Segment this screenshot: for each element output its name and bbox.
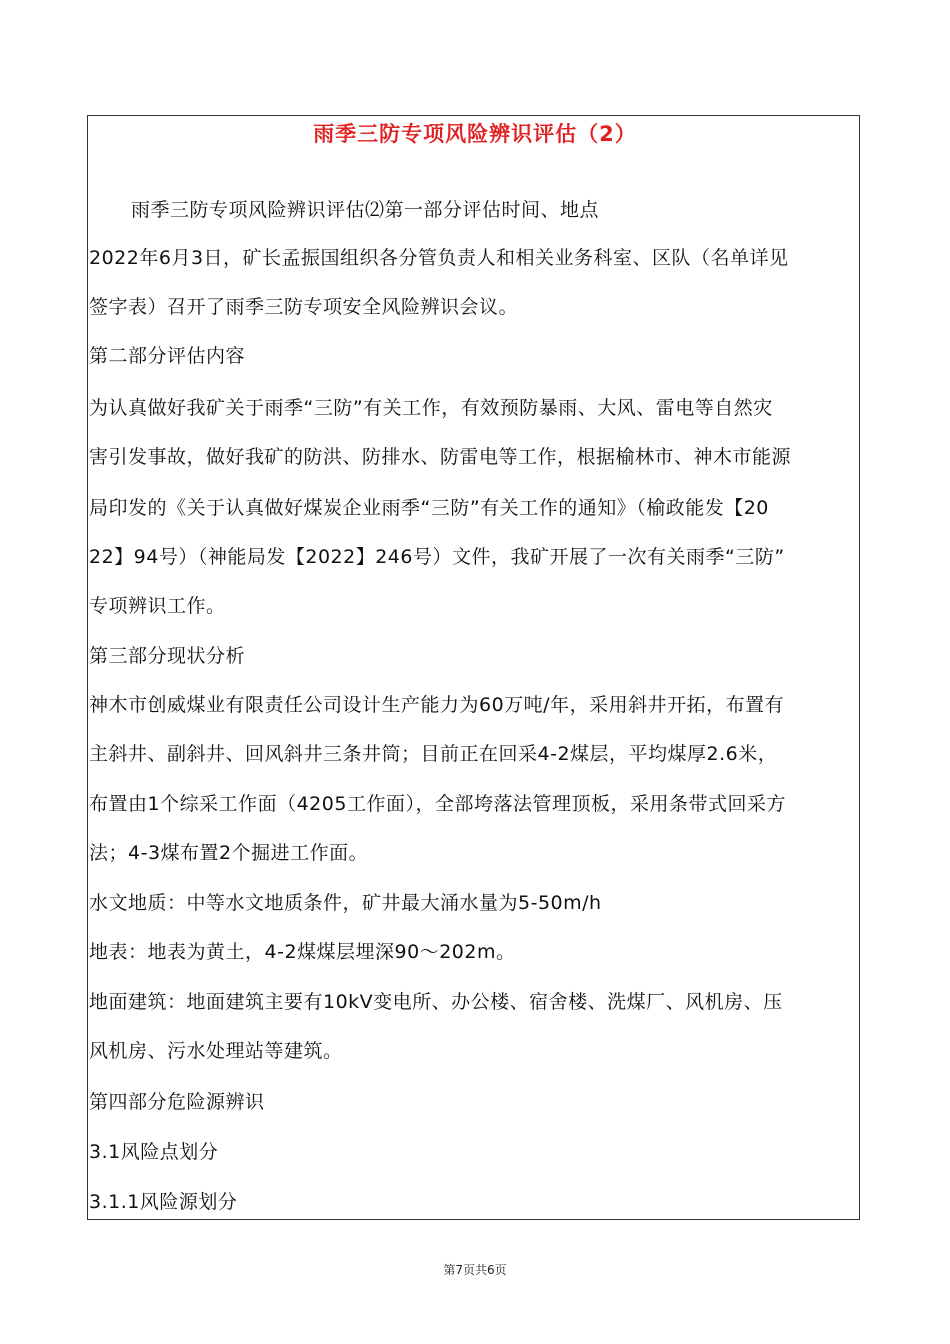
document-title: 雨季三防专项风险辨识评估（2）	[313, 122, 637, 146]
paragraph-line: 专项辨识工作。	[89, 595, 226, 617]
paragraph-line: 主斜井、副斜井、回风斜井三条井筒；目前正在回采4-2煤层，平均煤厚2.6米，	[89, 743, 778, 765]
section-heading: 第三部分现状分析	[89, 645, 246, 667]
paragraph-line: 害引发事故，做好我矿的防洪、防排水、防雷电等工作，根据榆林市、神木市能源	[89, 446, 792, 468]
paragraph-line: 22】94号）（神能局发【2022】246号）文件，我矿开展了一次有关雨季“三防”	[89, 546, 785, 568]
subsection-heading: 3.1风险点划分	[89, 1141, 219, 1163]
section-heading: 第四部分危险源辨识	[89, 1091, 265, 1113]
paragraph-line: 地表：地表为黄土，4-2煤煤层埋深90〜202m。	[89, 941, 516, 963]
paragraph-line: 为认真做好我矿关于雨季“三防”有关工作，有效预防暴雨、大风、雷电等自然灾	[89, 397, 773, 419]
section-heading: 第二部分评估内容	[89, 345, 246, 367]
page-number: 第7页共6页	[443, 1263, 507, 1277]
paragraph-line: 布置由1个综采工作面（4205工作面），全部垮落法管理顶板，采用条带式回采方	[89, 793, 786, 815]
paragraph-line: 神木市创威煤业有限责任公司设计生产能力为60万吨/年，采用斜井开拓，布置有	[89, 694, 785, 716]
subsection-heading: 3.1.1风险源划分	[89, 1191, 238, 1213]
paragraph-line: 地面建筑：地面建筑主要有10kV变电所、办公楼、宿舍楼、洗煤厂、风机房、压	[89, 991, 783, 1013]
paragraph-line: 风机房、污水处理站等建筑。	[89, 1040, 343, 1062]
paragraph-line: 水文地质：中等水文地质条件，矿井最大涌水量为5-50m/h	[89, 892, 602, 914]
paragraph-line: 法；4-3煤布置2个掘进工作面。	[89, 842, 369, 864]
paragraph-line: 2022年6月3日，矿长孟振国组织各分管负责人和相关业务科室、区队（名单详见	[89, 247, 789, 269]
paragraph-line: 雨季三防专项风险辨识评估⑵第一部分评估时间、地点	[131, 199, 600, 221]
paragraph-line: 局印发的《关于认真做好煤炭企业雨季“三防”有关工作的通知》（榆政能发【20	[89, 497, 769, 519]
paragraph-line: 签字表）召开了雨季三防专项安全风险辨识会议。	[89, 296, 519, 318]
